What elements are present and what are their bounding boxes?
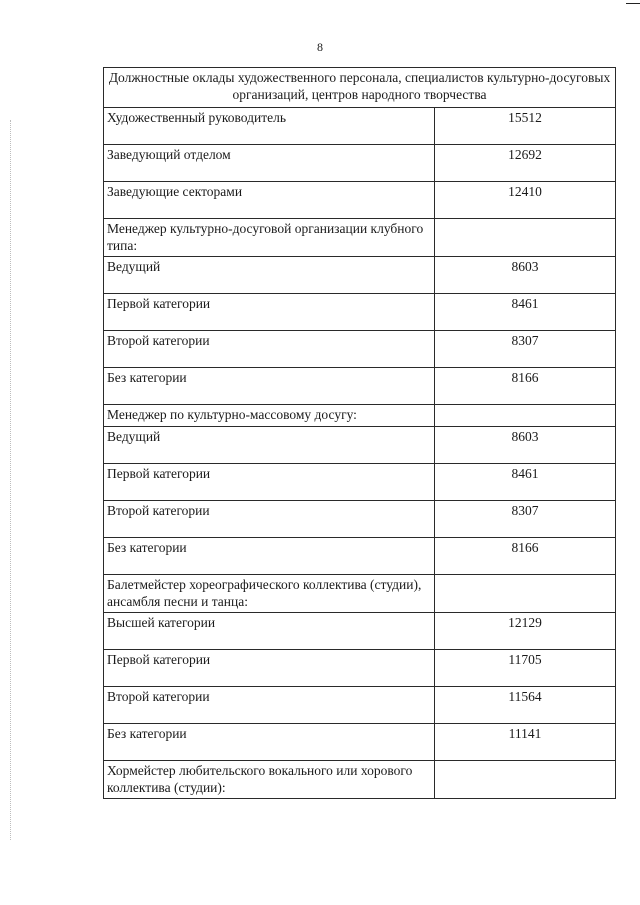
table-row bbox=[104, 294, 616, 331]
salary-value: 15512 bbox=[435, 108, 616, 145]
salary-value: 8307 bbox=[435, 331, 616, 368]
salary-value: 11141 bbox=[435, 724, 616, 761]
position-name: Заведующий отделом bbox=[104, 145, 435, 182]
table-row bbox=[104, 687, 616, 724]
salary-value: 8461 bbox=[435, 464, 616, 501]
position-name: Без категории bbox=[104, 724, 435, 761]
position-name: Первой категории bbox=[104, 650, 435, 687]
position-name: Первой категории bbox=[104, 294, 435, 331]
salary-value: 12129 bbox=[435, 613, 616, 650]
position-name: Второй категории bbox=[104, 687, 435, 724]
salary-value: 12692 bbox=[435, 145, 616, 182]
table-row bbox=[104, 650, 616, 687]
table-row-group-header bbox=[104, 761, 616, 799]
table-row bbox=[104, 368, 616, 405]
table-row bbox=[104, 464, 616, 501]
table-row bbox=[104, 427, 616, 464]
salary-value bbox=[435, 405, 616, 427]
salary-value: 8461 bbox=[435, 294, 616, 331]
salary-value: 11705 bbox=[435, 650, 616, 687]
table-row bbox=[104, 182, 616, 219]
position-name: Художественный руководитель bbox=[104, 108, 435, 145]
table-row bbox=[104, 724, 616, 761]
table-title: Должностные оклады художественного персонала, специалистов культурно-досуговых организаций, центров народного творчества bbox=[104, 68, 616, 108]
binding-margin-dots bbox=[10, 120, 11, 840]
position-name: Второй категории bbox=[104, 331, 435, 368]
table-row bbox=[104, 331, 616, 368]
table-row-group-header bbox=[104, 405, 616, 427]
salary-value: 8166 bbox=[435, 538, 616, 575]
salary-value: 12410 bbox=[435, 182, 616, 219]
table-row bbox=[104, 257, 616, 294]
salary-value: 11564 bbox=[435, 687, 616, 724]
position-name: Ведущий bbox=[104, 257, 435, 294]
table-row-group-header bbox=[104, 575, 616, 613]
salary-value bbox=[435, 219, 616, 257]
salary-table bbox=[103, 67, 616, 799]
position-name: Менеджер по культурно-массовому досугу: bbox=[104, 405, 435, 427]
position-name: Без категории bbox=[104, 538, 435, 575]
salary-value bbox=[435, 761, 616, 799]
salary-value: 8166 bbox=[435, 368, 616, 405]
top-edge-mark bbox=[626, 3, 640, 4]
page-number: 8 bbox=[317, 40, 323, 54]
table-row bbox=[104, 108, 616, 145]
table-row bbox=[104, 145, 616, 182]
table-row bbox=[104, 501, 616, 538]
table-row-group-header bbox=[104, 219, 616, 257]
salary-value: 8603 bbox=[435, 427, 616, 464]
position-name: Ведущий bbox=[104, 427, 435, 464]
position-name: Хормейстер любительского вокального или хорового коллектива (студии): bbox=[104, 761, 435, 799]
salary-value bbox=[435, 575, 616, 613]
position-name: Балетмейстер хореографического коллектива (студии), ансамбля песни и танца: bbox=[104, 575, 435, 613]
salary-value: 8603 bbox=[435, 257, 616, 294]
position-name: Первой категории bbox=[104, 464, 435, 501]
table-row bbox=[104, 538, 616, 575]
position-name: Без категории bbox=[104, 368, 435, 405]
position-name: Заведующие секторами bbox=[104, 182, 435, 219]
position-name: Менеджер культурно-досуговой организации клубного типа: bbox=[104, 219, 435, 257]
position-name: Высшей категории bbox=[104, 613, 435, 650]
salary-value: 8307 bbox=[435, 501, 616, 538]
position-name: Второй категории bbox=[104, 501, 435, 538]
table-row bbox=[104, 613, 616, 650]
